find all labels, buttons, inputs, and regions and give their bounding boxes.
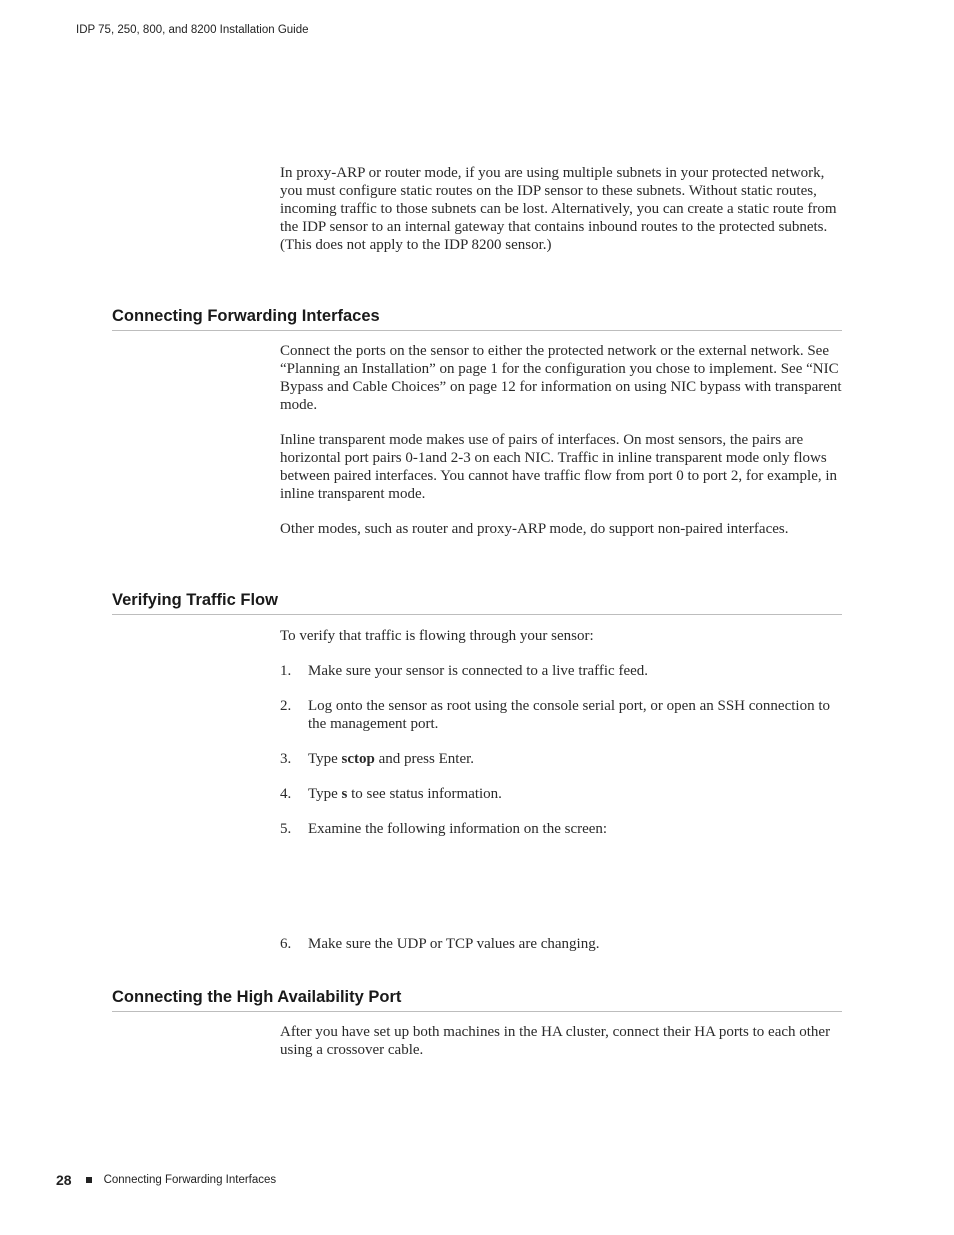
- step-number: 1.: [280, 663, 292, 679]
- step-text-pre: Type: [308, 751, 342, 767]
- command-sctop: sctop: [341, 751, 375, 767]
- step-text: [308, 750, 842, 768]
- procedure-intro: To verify that traffic is flowing through your sensor:: [280, 628, 594, 644]
- step-text: Log onto the sensor as root using the console serial port, or open an SSH connection to the management port.: [308, 698, 830, 732]
- step-number: 6.: [280, 936, 292, 952]
- command-s: s: [341, 786, 348, 802]
- section-heading-forwarding-interfaces: Connecting Forwarding Interfaces: [112, 307, 380, 325]
- section-divider: [112, 614, 842, 615]
- step-text: Make sure the UDP or TCP values are changing.: [308, 936, 600, 952]
- step-text: [308, 785, 842, 803]
- paragraph: Other modes, such as router and proxy-ARP mode, do support non-paired interfaces.: [280, 521, 789, 537]
- paragraph: Inline transparent mode makes use of pairs of interfaces. On most sensors, the pairs are horizontal port pairs 0-1and 2-3 on each NIC. Traffic in inline transparent mode only flows between paired interfaces. You cannot have traffic flow from port 0 to port 2, for example, in inline transparent mode.: [280, 432, 838, 502]
- step-text-post: to see status information.: [347, 786, 502, 802]
- square-bullet-icon: [86, 1177, 92, 1183]
- running-header: IDP 75, 250, 800, and 8200 Installation Guide: [76, 24, 309, 36]
- step-number: 4.: [280, 786, 292, 802]
- section-heading-verifying-traffic-flow: Verifying Traffic Flow: [112, 591, 278, 609]
- section-heading-high-availability-port: Connecting the High Availability Port: [112, 988, 402, 1006]
- page-number: 28: [56, 1172, 72, 1188]
- section-divider: [112, 330, 842, 331]
- step-number: 3.: [280, 751, 292, 767]
- step-text-pre: Type: [308, 786, 342, 802]
- paragraph: After you have set up both machines in the HA cluster, connect their HA ports to each other using a crossover cable.: [280, 1024, 831, 1058]
- intro-paragraph: In proxy-ARP or router mode, if you are using multiple subnets in your protected network, you must configure static routes on the IDP sensor to these subnets. Without static routes, incoming traffic to those subnets can be lost. Alternatively, you can create a static route from the IDP sensor to an internal gateway that contains inbound routes to the protected subnets. (This does not apply to the IDP 8200 sensor.): [280, 165, 837, 253]
- step-text: Examine the following information on the screen:: [308, 821, 608, 837]
- page-footer: [56, 1172, 276, 1188]
- step-text-post: and press Enter.: [374, 751, 475, 767]
- footer-section-title: Connecting Forwarding Interfaces: [103, 1174, 277, 1186]
- step-number: 2.: [280, 698, 292, 714]
- paragraph: Connect the ports on the sensor to either the protected network or the external network. See “Planning an Installation” on page 1 for the configuration you chose to implement. See “NIC Bypass and Cable Choices” on page 12 for information on using NIC bypass with transparent mode.: [280, 343, 842, 413]
- section-divider: [112, 1011, 842, 1012]
- step-number: 5.: [280, 821, 292, 837]
- step-text: Make sure your sensor is connected to a live traffic feed.: [308, 663, 649, 679]
